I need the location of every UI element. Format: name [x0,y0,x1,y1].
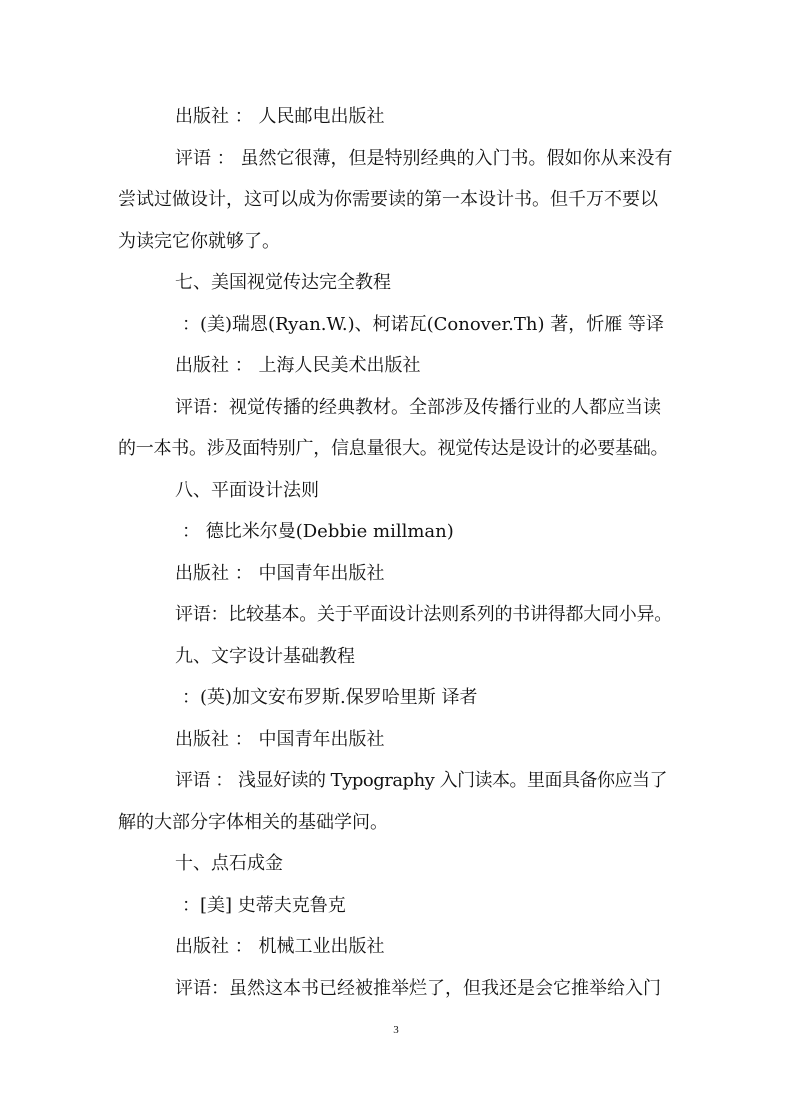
review-line: 为读完它你就够了。 [118,230,280,252]
review-line: 评语：比较基本。关于平面设计法则系列的书讲得都大同小异。 [175,604,672,625]
review-line: 尝试过做设计，这可以成为你需要读的第一本设计书。但千万不要以 [118,189,658,210]
author-line: ：[美] 史蒂夫克鲁克 [182,894,346,916]
book-title: 七、美国视觉传达完全教程 [175,272,391,293]
review-line: 评语：虽然这本书已经被推举烂了，但我还是会它推举给入门 [175,977,661,999]
review-line: 评语 ： 浅显好读的 Typography 入门读本。里面具备你应当了 [175,770,668,791]
review-line: 的一本书。涉及面特别广，信息量很大。视觉传达是设计的必要基础。 [118,438,669,459]
document-body [118,96,674,1009]
book-title: 八、平面设计法则 [175,479,319,501]
author-line: ：(英)加文安布罗斯.保罗哈里斯 译者 [182,687,478,708]
author-line: ：(美)瑞恩(Ryan.W.)、柯诺瓦(Conover.Th) 著，忻雁 等译 [182,313,664,335]
review-line: 评语 ： 虽然它很薄，但是特别经典的入门书。假如你从来没有 [175,147,673,169]
book-title: 九、文字设计基础教程 [175,645,355,667]
book-title: 十、点石成金 [175,853,283,874]
page-number: 3 [393,1024,399,1036]
review-line: 评语：视觉传播的经典教材。全部涉及传播行业的人都应当读 [175,396,661,418]
review-line: 解的大部分字体相关的基础学问。 [118,811,388,833]
publisher-line: 出版社 ： 机械工业出版社 [175,936,385,957]
publisher-line: 出版社 ： 中国青年出版社 [175,728,385,750]
author-line: ： 德比米尔曼(Debbie millman) [182,521,454,542]
publisher-line: 出版社 ： 上海人民美术出版社 [175,355,421,376]
publisher-line: 出版社 ： 人民邮电出版社 [175,106,385,127]
publisher-line: 出版社 ： 中国青年出版社 [175,562,385,584]
